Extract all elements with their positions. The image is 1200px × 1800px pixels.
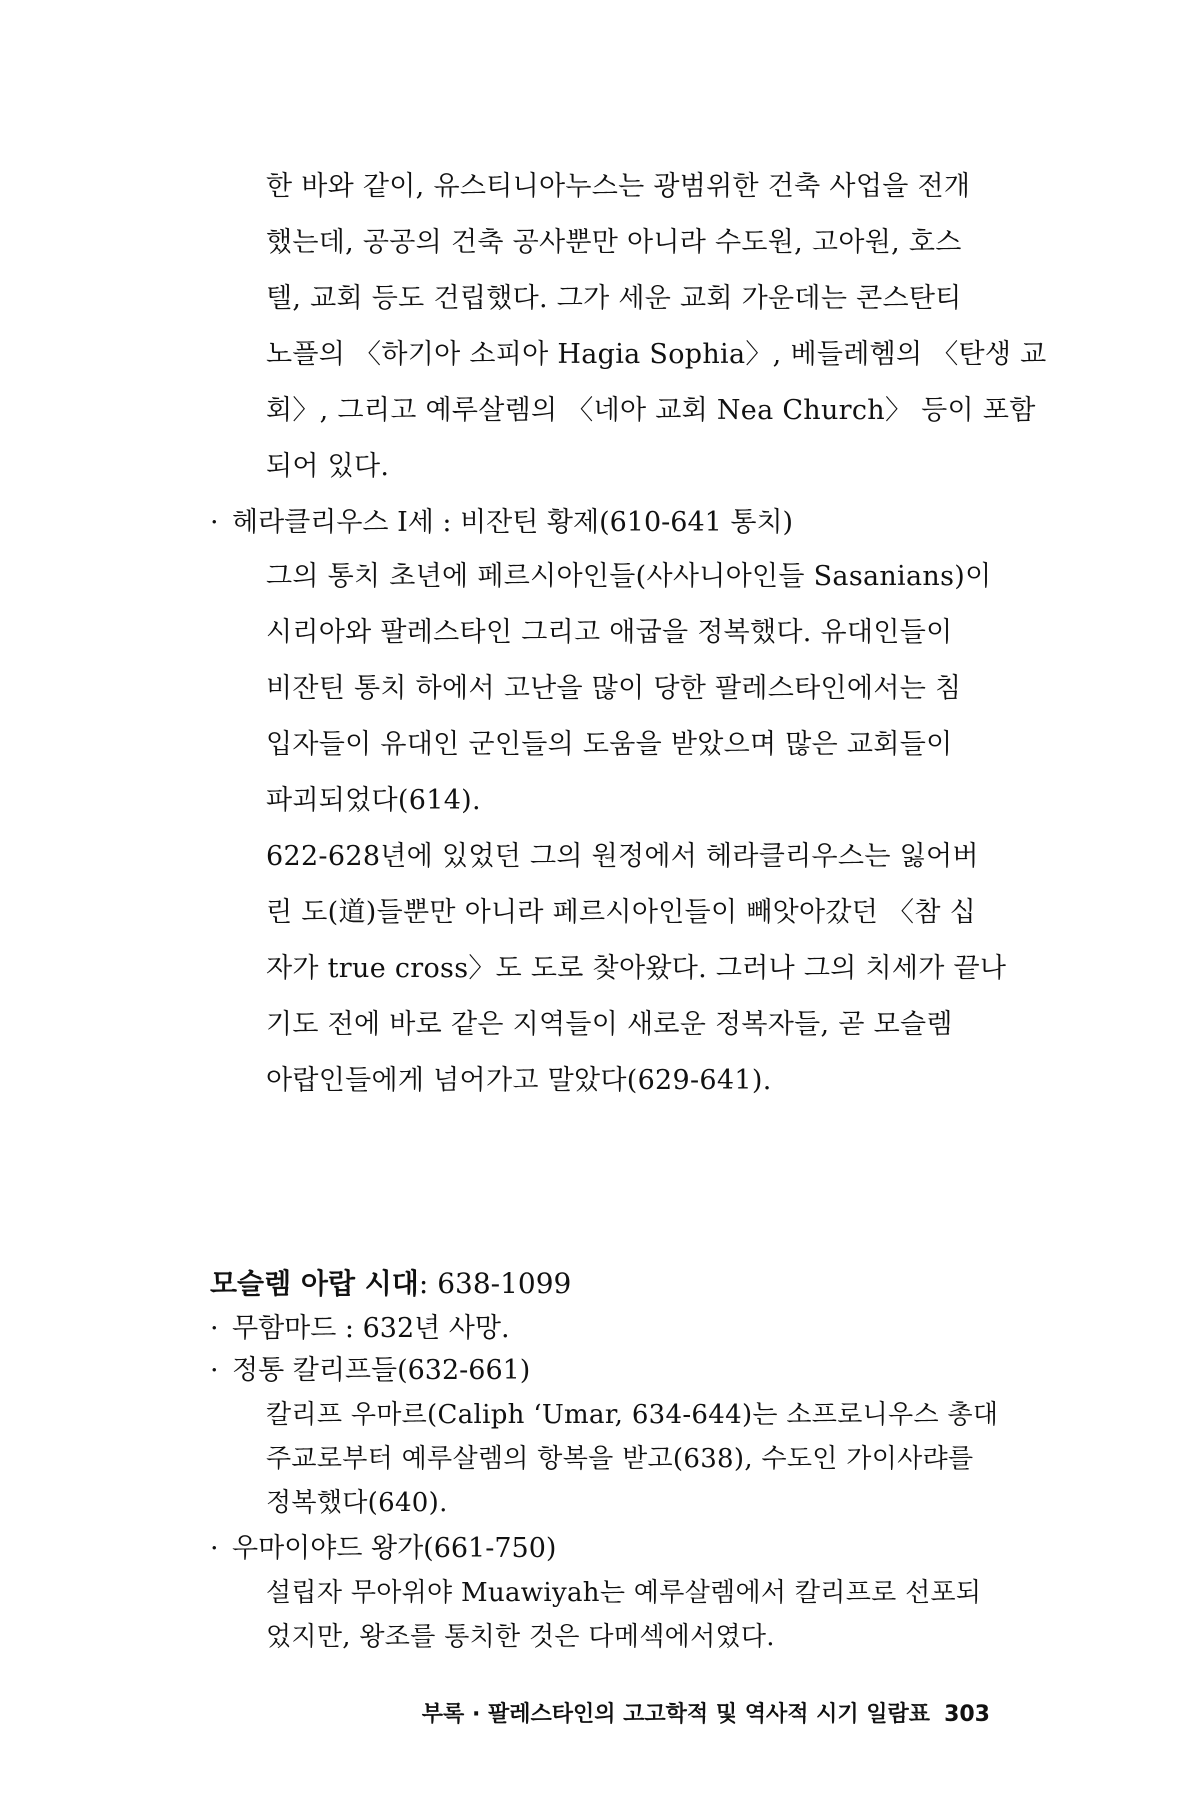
page-number: 303 [944, 1702, 990, 1727]
text-line: 기도 전에 바로 같은 지역들이 새로운 정복자들, 곧 모슬렘 [266, 1009, 953, 1040]
bullet-text: 무함마드 : 632년 사망. [232, 1313, 510, 1344]
text-line: 회〉, 그리고 예루살렘의 〈네아 교회 Nea Church〉 등이 포함 [266, 395, 1036, 426]
text-line: 자가 true cross〉도 도로 찾아왔다. 그러나 그의 치세가 끝나 [266, 953, 1007, 984]
text-line: 노플의 〈하기아 소피아 Hagia Sophia〉, 베들레헴의 〈탄생 교 [266, 339, 1047, 370]
text-line: 되어 있다. [266, 451, 390, 482]
bullet-text: 우마이야드 왕가(661-750) [232, 1533, 557, 1564]
text-line: 입자들이 유대인 군인들의 도움을 받았으며 많은 교회들이 [266, 729, 953, 760]
text-line: 했는데, 공공의 건축 공사뿐만 아니라 수도원, 고아원, 호스 [266, 227, 962, 258]
bullet-marker: · [210, 1533, 219, 1564]
text-line: 설립자 무아위야 Muawiyah는 예루살렘에서 칼리프로 선포되 [266, 1578, 982, 1608]
text-line: 아랍인들에게 넘어가고 말았다(629-641). [266, 1065, 772, 1096]
running-title: 부록 · 팔레스타인의 고고학적 및 역사적 시기 일람표 [421, 1702, 931, 1727]
text-line: 한 바와 같이, 유스티니아누스는 광범위한 건축 사업을 전개 [266, 171, 971, 202]
bullet-marker: · [210, 507, 219, 538]
bullet-text: 정통 칼리프들(632-661) [232, 1355, 531, 1386]
text-line: 주교로부터 예루살렘의 항복을 받고(638), 수도인 가이사랴를 [266, 1444, 974, 1474]
text-line: 정복했다(640). [266, 1488, 448, 1518]
text-line: 622-628년에 있었던 그의 원정에서 헤라클리우스는 잃어버 [266, 841, 979, 872]
text-line: 파괴되었다(614). [266, 785, 481, 816]
text-line: 비잔틴 통치 하에서 고난을 많이 당한 팔레스타인에서는 침 [266, 673, 962, 704]
section-separator: : [418, 1267, 429, 1300]
text-line: 칼리프 우마르(Caliph ‘Umar, 634-644)는 소프로니우스 총대 [266, 1400, 999, 1430]
bullet-marker: · [210, 1313, 219, 1344]
text-line: 었지만, 왕조를 통치한 것은 다메섹에서였다. [266, 1622, 775, 1652]
bullet-text: 헤라클리우스 Ⅰ세 : 비잔틴 황제(610-641 통치) [232, 507, 794, 538]
section-title: 모슬렘 아랍 시대 [210, 1267, 419, 1300]
bullet-umayyad-dynasty [210, 1532, 556, 1566]
text-line: 시리아와 팔레스타인 그리고 애굽을 정복했다. 유대인들이 [266, 617, 953, 648]
running-footer [422, 1700, 990, 1730]
text-line: 텔, 교회 등도 건립했다. 그가 세운 교회 가운데는 콘스탄티 [266, 283, 962, 314]
text-line: 그의 통치 초년에 페르시아인들(사사니아인들 Sasanians)이 [266, 561, 992, 592]
text-line: 린 도(道)들뿐만 아니라 페르시아인들이 빼앗아갔던 〈참 십 [266, 897, 976, 928]
bullet-marker: · [210, 1355, 219, 1386]
section-range: 638-1099 [437, 1267, 572, 1300]
